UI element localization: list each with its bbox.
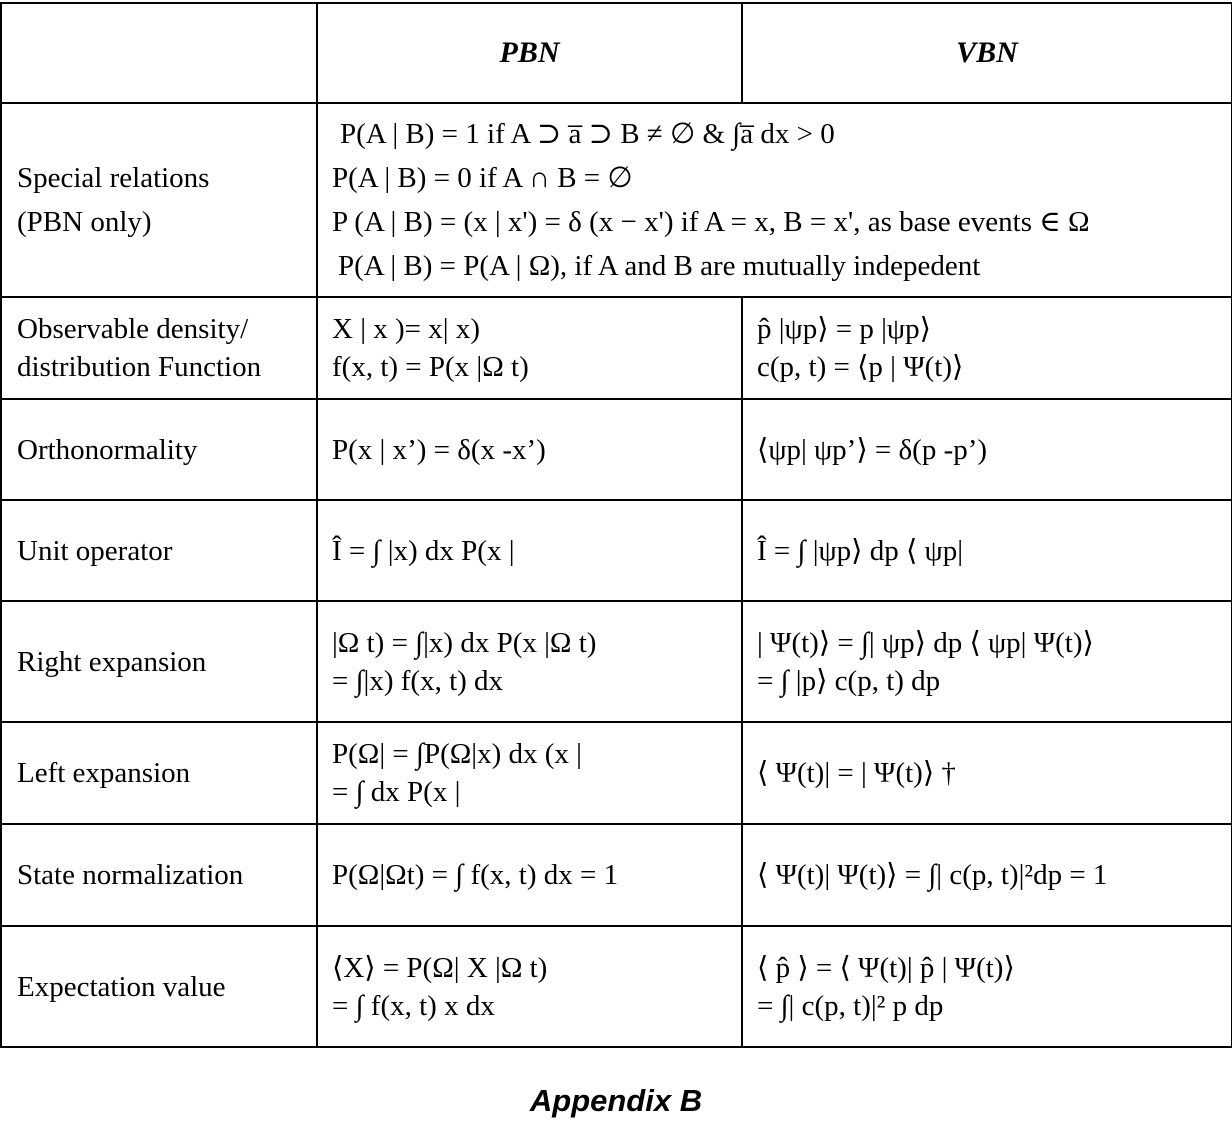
row-label [1, 722, 317, 824]
special-relations-cell [317, 103, 1232, 297]
pbn-cell [317, 722, 742, 824]
formula-line: ⟨ Ψ(t)| Ψ(t)⟩ = ∫| c(p, t)|²dp = 1 [757, 859, 1108, 891]
row-orthonormality [1, 399, 1232, 500]
formula-line: f(x, t) = P(x |Ω t) [332, 351, 529, 383]
pbn-cell [317, 500, 742, 601]
formula-line: = ∫ dx P(x | [332, 776, 461, 808]
header-vbn: VBN [742, 3, 1232, 103]
label-line: Observable density/ [17, 313, 249, 345]
formula-line: P(Ω| = ∫P(Ω|x) dx (x | [332, 738, 582, 770]
label-line: distribution Function [17, 351, 262, 383]
row-label [1, 824, 317, 926]
appendix-caption: Appendix B [529, 1083, 703, 1118]
formula-line: p̂ |ψp⟩ = p |ψp⟩ [757, 313, 931, 345]
header-blank-cell [1, 3, 317, 103]
vbn-cell [742, 722, 1232, 824]
row-label [1, 601, 317, 722]
relation-line: P(A | B) = 1 if A ⊃ a̅ ⊃ B ≠ ∅ & ∫a̅ dx > 0 [340, 118, 835, 150]
header-pbn: PBN [317, 3, 742, 103]
row-unit-operator [1, 500, 1232, 601]
vbn-cell [742, 500, 1232, 601]
formula-line: ⟨X⟩ = P(Ω| X |Ω t) [332, 951, 548, 984]
formula-line: |Ω t) = ∫|x) dx P(x |Ω t) [332, 626, 597, 659]
relation-line: P (A | B) = (x | x') = δ (x − x') if A = x, B = x', as base events ∈ Ω [332, 206, 1090, 238]
formula-line: ⟨ψp| ψp’⟩ = δ(p -p’) [757, 433, 988, 466]
row-special-relations [1, 103, 1232, 297]
formula-line: = ∫ |p⟩ c(p, t) dp [757, 664, 941, 697]
vbn-cell [742, 601, 1232, 722]
formula-line: = ∫| c(p, t)|² p dp [757, 989, 944, 1022]
row-label [1, 500, 317, 601]
vbn-cell [742, 399, 1232, 500]
row-observable-density [1, 297, 1232, 399]
row-label [1, 103, 317, 297]
label-line: Special relations [17, 162, 210, 194]
row-label [1, 399, 317, 500]
relation-line: P(A | B) = 0 if A ∩ B = ∅ [332, 162, 633, 194]
label-line: Orthonormality [17, 433, 198, 466]
row-label [1, 926, 317, 1047]
formula-line: X | x )= x| x) [332, 313, 480, 345]
formula-line: P(x | x’) = δ(x -x’) [332, 433, 546, 466]
table-header-row [1, 3, 1232, 103]
formula-line: | Ψ(t)⟩ = ∫| ψp⟩ dp ⟨ ψp| Ψ(t)⟩ [757, 626, 1094, 659]
pbn-cell [317, 926, 742, 1047]
vbn-cell [742, 926, 1232, 1047]
row-right-expansion [1, 601, 1232, 722]
pbn-cell [317, 399, 742, 500]
pbn-cell [317, 297, 742, 399]
pbn-cell [317, 824, 742, 926]
formula-line: c(p, t) = ⟨p | Ψ(t)⟩ [757, 351, 964, 383]
label-line: State normalization [17, 859, 244, 891]
vbn-cell [742, 824, 1232, 926]
formula-line: P(Ω|Ωt) = ∫ f(x, t) dx = 1 [332, 859, 619, 891]
vbn-cell [742, 297, 1232, 399]
comparison-table [0, 2, 1232, 1048]
formula-line: ⟨ Ψ(t)| = | Ψ(t)⟩ † [757, 757, 956, 789]
formula-line: ⟨ p̂ ⟩ = ⟨ Ψ(t)| p̂ | Ψ(t)⟩ [757, 951, 1015, 984]
formula-line: = ∫|x) f(x, t) dx [332, 664, 504, 697]
relation-line: P(A | B) = P(A | Ω), if A and B are mutually indepedent [338, 250, 981, 282]
label-line: Right expansion [17, 645, 207, 678]
formula-line: Î = ∫ |ψp⟩ dp ⟨ ψp| [757, 534, 964, 567]
row-left-expansion [1, 722, 1232, 824]
row-state-normalization [1, 824, 1232, 926]
label-line: Expectation value [17, 970, 226, 1003]
label-line: Unit operator [17, 534, 173, 567]
formula-line: Î = ∫ |x) dx P(x | [332, 534, 515, 567]
label-line: (PBN only) [17, 206, 152, 238]
formula-line: = ∫ f(x, t) x dx [332, 989, 495, 1022]
row-expectation-value [1, 926, 1232, 1047]
label-line: Left expansion [17, 757, 191, 789]
pbn-cell [317, 601, 742, 722]
row-label [1, 297, 317, 399]
